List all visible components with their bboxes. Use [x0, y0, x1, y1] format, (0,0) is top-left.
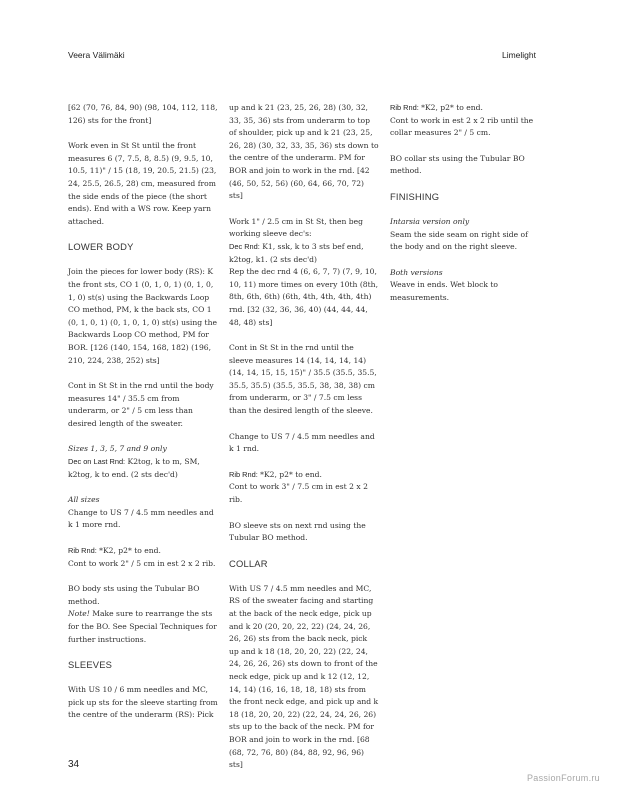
collar-rib-continue: Cont to work in est 2 x 2 rib until the collar measures 2" / 5 cm.	[390, 115, 534, 138]
column-2	[229, 102, 379, 785]
body-length: Cont in St St in the rnd until the body measures 14" / 35.5 cm from underarm, or 2" / 5 cm less than desired length of the sweater.	[68, 381, 214, 428]
change-needles: Change to US 7 / 4.5 mm needles and k 1 more rnd.	[68, 507, 214, 530]
rib-text: *K2, p2* to end.	[96, 546, 161, 556]
rib-continue: Cont to work 2" / 5 cm in est 2 x 2 rib.	[68, 558, 216, 568]
column-3	[390, 102, 540, 318]
rep-dec: Rep the dec rnd 4 (6, 6, 7, 7) (7, 9, 10, 10, 11) more times on every 10th (8th, 8th, 6th, 6th) (6th, 4th, 4th, 4th, 4th) rnd. [32 (32, 36, 36, 40) (44, 44, 44, 48, 48) sts]	[229, 267, 378, 327]
sleeve-pickup-cont: up and k 21 (23, 25, 26, 28) (30, 32, 33, 35, 36) sts from underarm to top of shoulder, pick up and k 21 (23, 25, 26, 28) (30, 32, 33, 35, 36) sts down to the centre of the underarm. PM for BOR and join to work in the rnd. [42 (46, 50, 52, 56) (60, 64, 66, 70, 72) sts]	[229, 103, 379, 201]
pattern-title: Limelight	[501, 50, 536, 60]
page-number: 34	[68, 759, 80, 770]
column-1	[68, 102, 218, 735]
collar-rib-rnd	[390, 102, 540, 115]
lower-body-heading: LOWER BODY	[68, 241, 134, 253]
sleeves-heading: SLEEVES	[68, 659, 113, 671]
front-stitch-count: [62 (70, 76, 84, 90) (98, 104, 112, 118, 126) sts for the front]	[68, 103, 218, 125]
collar-pickup: With US 7 / 4.5 mm needles and MC, RS of the sweater facing and starting at the back of the neck edge, pick up and k 20 (20, 20, 22, 22) (24, 24, 26, 26, 26) sts from the back neck, pick up and k 18 (18, 20, 20, 22) (22, 24, 24, 26, 26, 26) sts down to front of the neck edge, pick up and k 12 (12, 12, 14, 14) (16, 16, 18, 18, 18) sts from the front neck edge, and pick up and k 18 (18, 20, 20, 22) (22, 24, 24, 26, 26) sts up to the back of the neck. PM for BOR and join to work in the rnd. [68 (68, 72, 76, 80) (84, 88, 92, 96, 96) sts]	[229, 583, 379, 770]
dec-last-rnd	[68, 456, 218, 481]
dec-label: Dec on Last Rnd:	[68, 457, 126, 467]
finishing-heading: FINISHING	[390, 190, 440, 202]
dec-text: K2tog, k to m, SM, k2tog, k to end. (2 sts dec'd)	[68, 457, 200, 479]
rib-label: Rib Rnd:	[68, 546, 97, 556]
rib-label: Rib Rnd:	[229, 469, 258, 479]
all-sizes-note: All sizes	[68, 495, 100, 505]
note-label: Note!	[68, 609, 90, 619]
note-text: Make sure to rearrange the sts for the BO. See Special Techniques for further instructions.	[68, 609, 217, 644]
bind-off-body: BO body sts using the Tubular BO method.	[68, 584, 200, 606]
note	[68, 608, 218, 646]
sleeve-dec-rnd	[229, 241, 379, 266]
bind-off-collar: BO collar sts using the Tubular BO method.	[390, 153, 525, 176]
dec-text: K1, ssk, k to 3 sts bef end, k2tog, k1. (2 sts dec'd)	[229, 241, 364, 264]
both-versions-note: Both versions	[390, 267, 443, 277]
watermark: PassionForum.ru	[526, 773, 600, 783]
join-lower-body: Join the pieces for lower body (RS): K the front sts, CO 1 (0, 1, 0, 1) (0, 1, 0, 1, 0) st(s) using the Backwards Loop CO method, PM, k the back sts, CO 1 (0, 1, 0, 1) (0, 1, 0, 1, 0) st(s) using the Backwards Loop CO method, PM for BOR. [126 (140, 154, 168, 182) (196, 210, 224, 238, 252) sts]	[68, 267, 217, 365]
sleeve-change-needles: Change to US 7 / 4.5 mm needles and k 1 rnd.	[229, 431, 375, 454]
sleeve-length: Cont in St St in the rnd until the sleeve measures 14 (14, 14, 14, 14) (14, 14, 15, 15, 15)" / 35.5 (35.5, 35.5, 35.5, 35.5) (35.5, 35.5, 38, 38, 38) cm from underarm, or 3" / 7.5 cm less than the desired length of the sleeve.	[229, 343, 377, 416]
sleeve-work: Work 1" / 2.5 cm in St St, then beg working sleeve dec's:	[229, 216, 364, 239]
intarsia-note: Intarsia version only	[390, 216, 470, 226]
seam-instructions: Seam the side seam on right side of the body and on the right sleeve.	[390, 229, 528, 252]
sleeve-rib-rnd	[229, 469, 379, 482]
weave-block: Weave in ends. Wet block to measurements.	[390, 280, 499, 302]
author-name: Veera Välimäki	[68, 50, 125, 60]
rib-text: *K2, p2* to end.	[257, 469, 322, 479]
collar-heading: COLLAR	[229, 557, 268, 569]
sizes-note: Sizes 1, 3, 5, 7 and 9 only	[68, 444, 167, 454]
sleeve-rib-continue: Cont to work 3" / 7.5 cm in est 2 x 2 rib.	[229, 482, 368, 505]
bind-off-sleeve: BO sleeve sts on next rnd using the Tubular BO method.	[229, 520, 366, 543]
rib-text: *K2, p2* to end.	[418, 103, 483, 112]
dec-label: Dec Rnd:	[229, 241, 260, 251]
rib-label: Rib Rnd:	[390, 103, 419, 112]
sleeve-pickup: With US 10 / 6 mm needles and MC, pick up sts for the sleeve starting from the centre of the underarm (RS): Pick	[68, 685, 218, 720]
rib-rnd	[68, 545, 218, 558]
front-work-even: Work even in St St until the front measures 6 (7, 7.5, 8, 8.5) (9, 9.5, 10, 10.5, 11)" / 15 (18, 19, 20.5, 21.5) (23, 24, 25.5, 26.5, 28) cm, measured from the side ends of the piece (the short ends). End with a WS row. Keep yarn attached.	[68, 141, 217, 226]
